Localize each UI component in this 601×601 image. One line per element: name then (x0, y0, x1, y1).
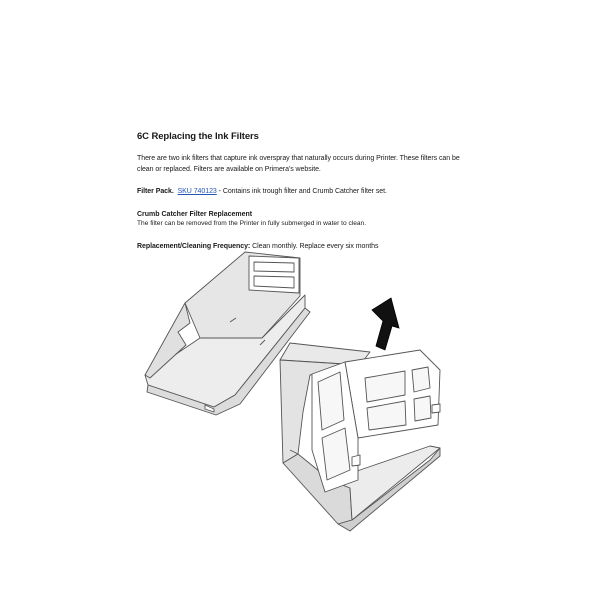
filter-pack-label: Filter Pack. (137, 188, 174, 195)
up-arrow-icon (372, 298, 399, 350)
sku-link[interactable]: SKU 740123 (177, 188, 217, 195)
crumb-catcher-text: The filter can be removed from the Printer in fully submerged in water to clean. (137, 219, 367, 227)
intro-paragraph: There are two ink filters that capture ink overspray that naturally occurs during Printer. These filters can be clean or replaced. Filters are available on Primera's website. (137, 155, 460, 173)
frequency-text: Clean monthly. Replace every six months (250, 242, 379, 250)
crumb-catcher-title: Crumb Catcher Filter Replacement (137, 210, 253, 218)
frequency-label: Replacement/Cleaning Frequency: (137, 242, 251, 250)
crumb-catcher-filter-illustration (280, 343, 440, 531)
filter-pack-description: - Contains ink trough filter and Crumb Catcher filter set. (216, 188, 387, 195)
section-heading: 6C Replacing the Ink Filters (137, 131, 259, 142)
